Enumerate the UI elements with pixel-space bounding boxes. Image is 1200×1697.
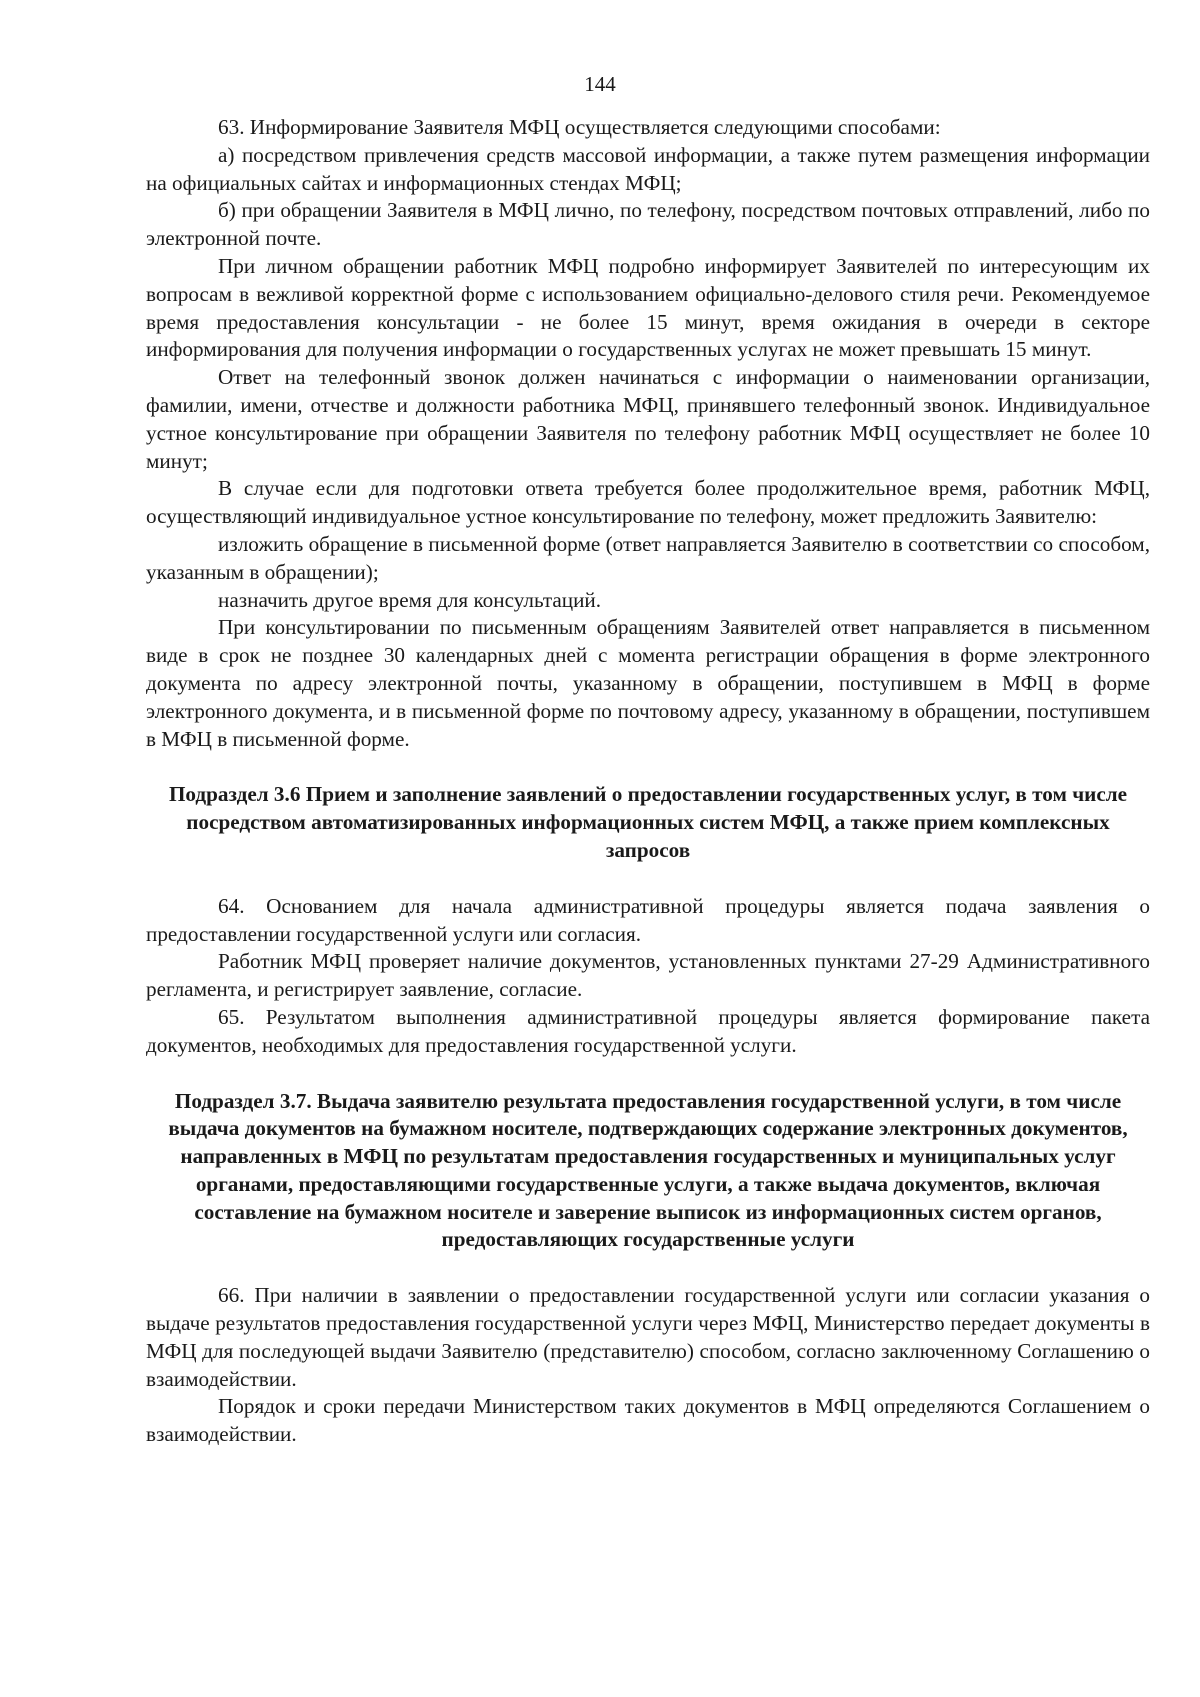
section-heading-3-7: Подраздел 3.7. Выдача заявителю результата предоставления государственной услуги, в том числе выдача документов на бумажном носителе, подтверждающих содержание электронных документов, направленных в МФЦ по результатам предоставления государственных и муниципальных услуг органами, предоставляющими государственные услуги, а также выдача документов, включая составление на бумажном носителе и заверение выписок из информационных систем органов, предоставляющих государственные услуги xyxy=(168,1088,1128,1252)
paragraph: Работник МФЦ проверяет наличие документов, установленных пунктами 27-29 Административного регламента, и регистрирует заявление, согласие. xyxy=(146,949,1150,1002)
paragraph: Ответ на телефонный звонок должен начинаться с информации о наименовании организации, фамилии, имени, отчестве и должности работника МФЦ, принявшего телефонный звонок. Индивидуальное устное консультирование при обращении Заявителя по телефону работник МФЦ осуществляет не более 10 минут; xyxy=(146,365,1150,473)
paragraph: 65. Результатом выполнения административной процедуры является формирование пакета документов, необходимых для предоставления государственной услуги. xyxy=(146,1004,1150,1057)
paragraph: При личном обращении работник МФЦ подробно информирует Заявителей по интересующим их вопросам в вежливой корректной форме с использованием официально-делового стиля речи. Рекомендуемое время предоставления консультации - не более 15 минут, время ожидания в очереди в секторе информирования для получения информации о государственных услугах не может превышать 15 минут. xyxy=(146,253,1150,362)
document-body xyxy=(146,114,1150,1449)
paragraph: 63. Информирование Заявителя МФЦ осуществляется следующими способами: xyxy=(218,115,941,139)
paragraph: Порядок и сроки передачи Министерством таких документов в МФЦ определяются Соглашением о взаимодействии. xyxy=(146,1394,1150,1447)
paragraph: а) посредством привлечения средств массовой информации, а также путем размещения информации на официальных сайтах и информационных стендах МФЦ; xyxy=(146,142,1150,195)
page-number: 144 xyxy=(584,72,616,96)
section-heading-3-6: Подраздел 3.6 Прием и заполнение заявлений о предоставлении государственных услуг, в том числе посредством автоматизированных информационных систем МФЦ, а также прием комплексных запросов xyxy=(168,782,1128,862)
paragraph: При консультировании по письменным обращениям Заявителей ответ направляется в письменном виде в срок не позднее 30 календарных дней с момента регистрации обращения в форме электронного документа по адресу электронной почты, указанному в обращении, поступившем в МФЦ в форме электронного документа, и в письменной форме по почтовому адресу, указанному в обращении, поступившем в МФЦ в письменной форме. xyxy=(146,615,1150,751)
paragraph: б) при обращении Заявителя в МФЦ лично, по телефону, посредством почтовых отправлений, либо по электронной почте. xyxy=(146,198,1150,251)
paragraph: 64. Основанием для начала административной процедуры является подача заявления о предоставлении государственной услуги или согласия. xyxy=(146,893,1150,946)
paragraph: В случае если для подготовки ответа требуется более продолжительное время, работник МФЦ, осуществляющий индивидуальное устное консультирование по телефону, может предложить Заявителю: xyxy=(146,476,1150,529)
paragraph: назначить другое время для консультаций. xyxy=(218,587,602,612)
paragraph: 66. При наличии в заявлении о предоставлении государственной услуги или согласии указания о выдаче результатов предоставления государственной услуги через МФЦ, Министерство передает документы в МФЦ для последующей выдачи Заявителю (представителю) способом, согласно заключенному Соглашению о взаимодействии. xyxy=(146,1283,1150,1391)
paragraph: изложить обращение в письменной форме (ответ направляется Заявителю в соответствии со способом, указанным в обращении); xyxy=(146,531,1150,584)
